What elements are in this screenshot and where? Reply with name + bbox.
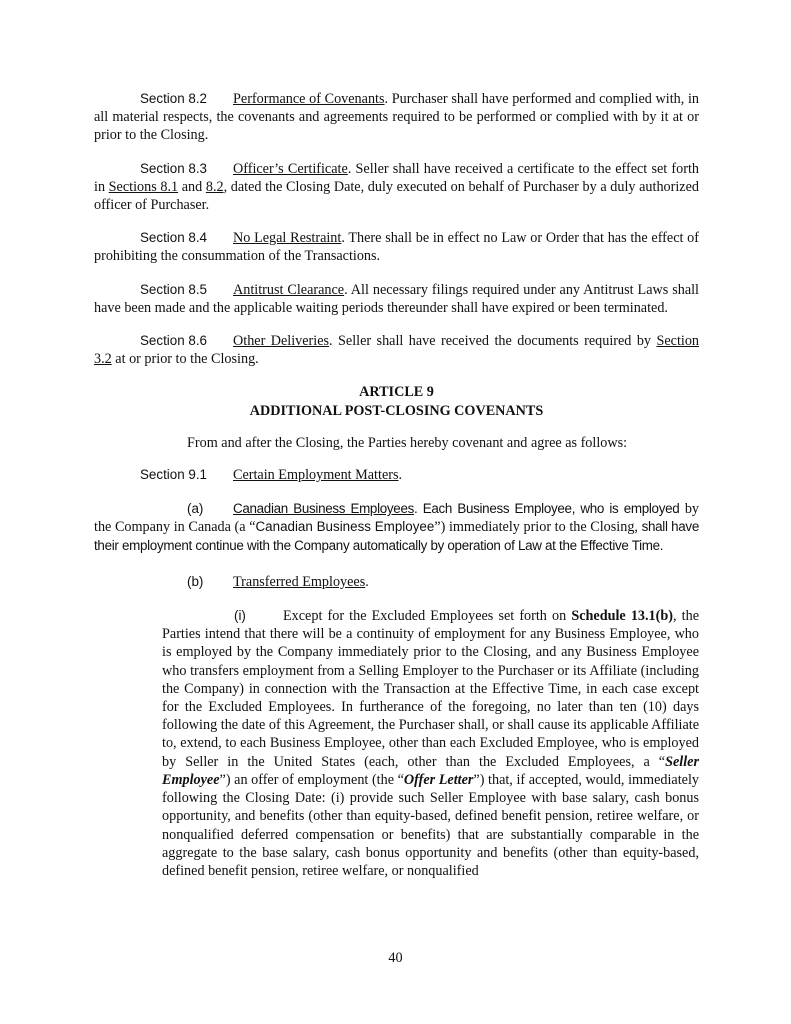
section-body: , dated the Closing Date, duly executed on behalf of Purchaser by a duly authorized officer of Purchaser. bbox=[94, 178, 699, 214]
section-title: No Legal Restraint bbox=[233, 230, 342, 247]
paragraph-title: Canadian Business Employees bbox=[233, 501, 414, 517]
section-body: . All necessary filings required under any Antitrust Laws shall have been made and the applicable waiting periods thereunder shall have expired or been terminated. bbox=[94, 281, 699, 316]
section-number: Section 9.1 bbox=[140, 467, 207, 483]
document-page bbox=[94, 90, 699, 880]
section-number: Section 8.3 bbox=[140, 160, 207, 176]
paragraph-a bbox=[94, 500, 699, 555]
section-8-5 bbox=[94, 281, 699, 317]
paragraph-title: Transferred Employees bbox=[233, 573, 366, 590]
section-body: . There shall be in effect no Law or Order that has the effect of prohibiting the consummation of the Transactions. bbox=[94, 230, 700, 265]
section-8-3 bbox=[94, 160, 699, 215]
subparagraph-label: (i) bbox=[234, 608, 246, 624]
defined-term: Offer Letter bbox=[403, 771, 474, 788]
section-8-6 bbox=[94, 332, 699, 368]
subparagraph-text: ”) an offer of employment (the “ bbox=[219, 771, 404, 788]
section-title: Antitrust Clearance bbox=[233, 281, 345, 298]
section-body: at or prior to the Closing. bbox=[111, 351, 259, 368]
section-title: Officer’s Certificate bbox=[233, 160, 348, 177]
section-body: and bbox=[178, 178, 206, 195]
page-number: 40 bbox=[388, 950, 403, 966]
section-number: Section 8.2 bbox=[140, 91, 207, 106]
subparagraph-text: ”) that, if accepted, would, immediately following the Closing Date: (i) provide such Seller Employee with base salary, cash bonus opportunity, and benefits (other than equity-based, defined benefit pension, retiree welfare, or nonqualified deferred compensation or benefits) that are substantially comparable in the aggregate to the base salary, cash bonus opportunity and benefits (other than equity-based, defined benefit pension, retiree welfare, or nonqualified bbox=[162, 771, 699, 879]
article-title: ADDITIONAL POST-CLOSING COVENANTS bbox=[249, 402, 544, 419]
section-title: Certain Employment Matters bbox=[233, 467, 399, 484]
paragraph-text: . Each Business Employee, who is employed bbox=[414, 501, 680, 517]
subparagraph-i bbox=[162, 607, 699, 880]
paragraph-b bbox=[187, 573, 699, 591]
subparagraph-text: , the Parties intend that there will be a continuity of employment for any Business Employee, who is employed by the Company immediately prior to the Closing, and any Business Employee who transfers employment from a Selling Employer to the Purchaser or its Affiliate (including the Company) in connection with the Transaction at the Effective Time, in each case except for the Excluded Employees. In furtherance of the foregoing, no later than ten (10) days following the date of this Agreement, the Purchaser shall, or shall cause its applicable Affiliate to, extend, to each Business Employee, other than each Excluded Employee, who is employed by Seller in the United States (each, other than the Excluded Employees, a “ bbox=[162, 608, 699, 770]
paragraph-label: (b) bbox=[187, 573, 204, 589]
cross-reference: 8.2 bbox=[205, 178, 224, 195]
paragraph-text: ”) immediately prior to the Closing, bbox=[434, 519, 638, 536]
section-number: Section 8.4 bbox=[140, 230, 207, 246]
paragraph-tail: . bbox=[365, 573, 369, 590]
paragraph-text: by the Company in Canada (a “ bbox=[94, 501, 699, 536]
section-body: . Seller shall have received the documents required by bbox=[329, 333, 657, 350]
article-heading bbox=[94, 383, 699, 419]
section-8-4 bbox=[94, 229, 699, 265]
section-number: Section 8.5 bbox=[140, 281, 207, 297]
cross-reference: Section 3.2 bbox=[94, 333, 700, 368]
section-title: Other Deliveries bbox=[233, 333, 330, 350]
section-8-2 bbox=[94, 90, 699, 145]
subparagraph-text: Except for the Excluded Employees set forth on bbox=[283, 608, 572, 625]
section-number: Section 8.6 bbox=[140, 333, 207, 349]
section-title: Performance of Covenants bbox=[233, 91, 385, 107]
section-tail: . bbox=[398, 467, 403, 484]
article-number: ARTICLE 9 bbox=[359, 384, 434, 401]
section-body: . Seller shall have received a certificate to the effect set forth in bbox=[94, 160, 699, 195]
defined-term: Seller Employee bbox=[162, 753, 699, 788]
section-body: . Purchaser shall have performed and complied with, in all material respects, the covenants and agreements required to be performed or complied with by it at or prior to the Closing. bbox=[94, 91, 699, 144]
section-9-1 bbox=[140, 466, 699, 484]
cross-reference: Sections 8.1 bbox=[108, 178, 179, 195]
paragraph-text: shall have their employment continue with the Company automatically by operation of Law at the Effective Time. bbox=[94, 519, 699, 553]
schedule-reference: Schedule 13.1(b) bbox=[571, 608, 673, 625]
defined-term: Canadian Business Employee bbox=[255, 519, 435, 535]
article-intro: From and after the Closing, the Parties hereby covenant and agree as follows: bbox=[187, 434, 628, 451]
paragraph-label: (a) bbox=[187, 501, 204, 517]
